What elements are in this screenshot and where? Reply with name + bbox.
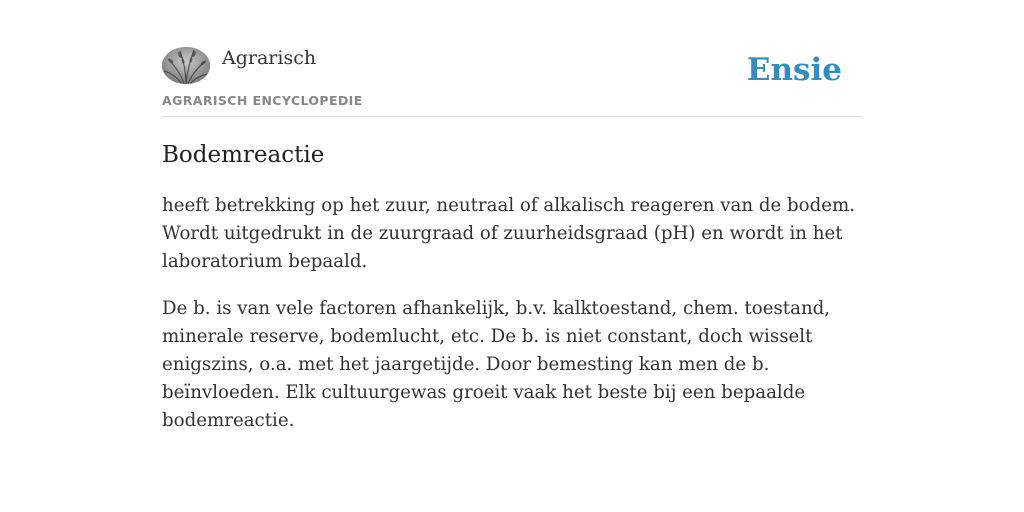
entry-paragraph: De b. is van vele factoren afhankelijk, b.v. kalktoestand, chem. toestand, minerale reserve, bodemlucht, etc. De b. is niet constant, doch wisselt enigszins, o.a. met het jaargetijde. Door bemesting kan men de b. beïnvloeden. Elk cultuurgewas groeit vaak het beste bij een bepaalde bodemreactie. bbox=[162, 298, 831, 431]
brand-logo-link[interactable]: Ensie bbox=[746, 52, 842, 88]
source-subtitle: AGRARISCH ENCYCLOPEDIE bbox=[162, 93, 363, 108]
wheat-icon bbox=[162, 47, 210, 84]
header bbox=[162, 40, 862, 117]
source-title[interactable]: Agrarisch bbox=[222, 47, 317, 69]
entry-paragraph: heeft betrekking op het zuur, neutraal of alkalisch reageren van de bodem. Wordt uitgedrukt in de zuurgraad of zuurheidsgraad (pH) en wordt in het laboratorium bepaald. bbox=[162, 195, 856, 272]
entry-title: Bodemreactie bbox=[162, 142, 325, 168]
entry-content bbox=[162, 192, 864, 454]
